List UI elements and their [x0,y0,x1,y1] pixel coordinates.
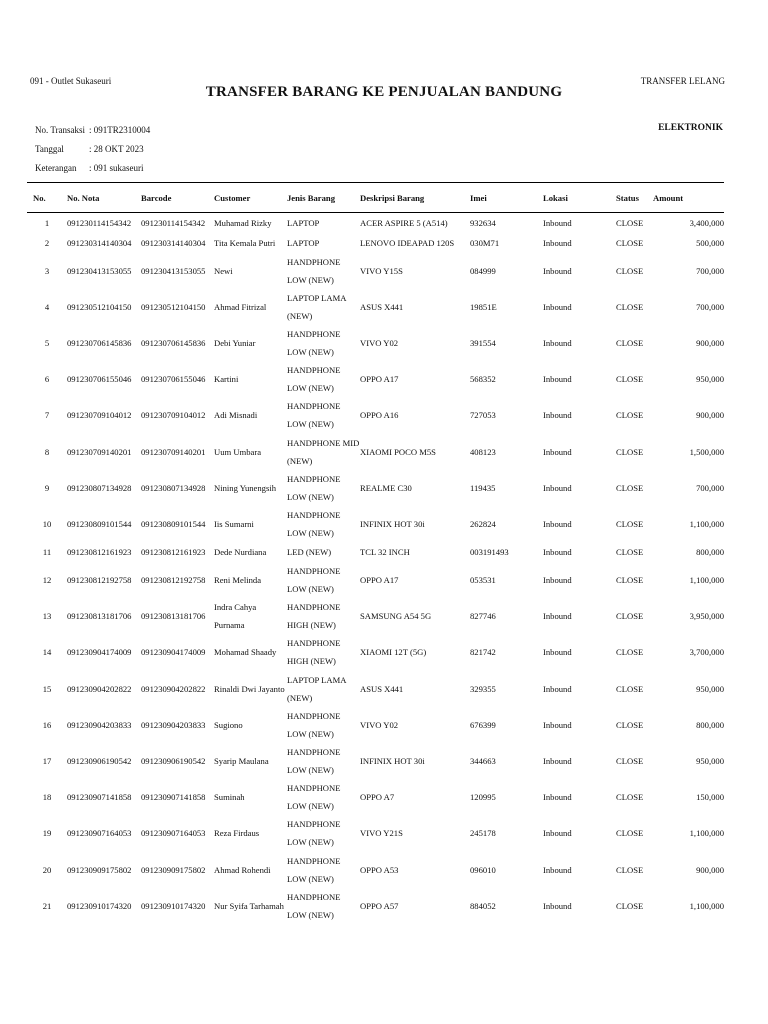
cell-nota: 091230512104150 [67,301,132,312]
cell-imei: 19851E [470,301,497,312]
cell-status: CLOSE [616,900,644,911]
cell-amount: 900,000 [696,410,724,421]
cell-barcode: 091230904202822 [141,683,206,694]
cell-amount: 700,000 [696,482,724,493]
cell-barcode: 091230706145836 [141,337,206,348]
cell-deskripsi: SAMSUNG A54 5G [360,611,432,622]
column-header-customer: Customer [214,183,287,213]
cell-lokasi: Inbound [543,337,572,348]
table-row [27,743,724,779]
cell-jenis: HANDPHONE LOW (NEW) [287,401,341,430]
cell-lokasi: Inbound [543,900,572,911]
table-row [27,361,724,397]
cell-jenis: HANDPHONE LOW (NEW) [287,473,341,502]
cell-imei: 727053 [470,410,496,421]
cell-amount: 950,000 [696,683,724,694]
cell-jenis: LAPTOP [287,237,320,248]
page-title: TRANSFER BARANG KE PENJUALAN BANDUNG [205,84,563,100]
column-header-imei: Imei [470,183,543,213]
cell-amount: 150,000 [696,792,724,803]
cell-no: 4 [44,301,50,312]
cell-amount: 3,400,000 [689,217,724,228]
cell-barcode: 091230904174009 [141,647,206,658]
cell-lokasi: Inbound [543,792,572,803]
cell-deskripsi: REALME C30 [360,482,412,493]
cell-jenis: HANDPHONE LOW (NEW) [287,855,341,884]
cell-customer: Nur Syifa Tarhamah [214,900,284,911]
cell-lokasi: Inbound [543,301,572,312]
cell-nota: 091230413153055 [67,265,132,276]
cell-no: 9 [44,482,50,493]
cell-jenis: HANDPHONE LOW (NEW) [287,365,341,394]
cell-customer: Mohamad Shaady [214,647,277,658]
cell-no: 1 [44,217,50,228]
cell-lokasi: Inbound [543,547,572,557]
cell-barcode: 091230813181706 [141,611,206,622]
cell-customer: Syarip Maulana [214,756,269,767]
column-header-nota: No. Nota [67,183,141,213]
cell-status: CLOSE [616,828,644,839]
cell-status: CLOSE [616,410,644,421]
meta-row-date [35,144,150,163]
cell-barcode: 091230709104012 [141,410,206,421]
cell-deskripsi: INFINIX HOT 30i [360,518,425,529]
cell-nota: 091230709104012 [67,410,132,421]
cell-customer: Ahmad Fitrizal [214,301,267,312]
cell-nota: 091230907164053 [67,828,132,839]
cell-amount: 1,500,000 [689,446,724,457]
cell-status: CLOSE [616,265,644,276]
cell-no: 8 [44,446,50,457]
cell-deskripsi: OPPO A17 [360,575,399,586]
cell-deskripsi: ASUS X441 [360,301,404,312]
cell-lokasi: Inbound [543,719,572,730]
cell-imei: 329355 [470,683,496,694]
cell-nota: 091230904203833 [67,719,132,730]
cell-customer: Tita Kemala Putri [214,237,276,248]
cell-status: CLOSE [616,611,644,622]
cell-customer: Rinaldi Dwi Jayanto [214,683,285,694]
cell-barcode: 091230909175802 [141,864,206,875]
cell-nota: 091230812192758 [67,575,132,586]
cell-barcode: 091230709140201 [141,446,206,457]
cell-barcode: 091230907141858 [141,792,206,803]
cell-jenis: HANDPHONE HIGH (NEW) [287,638,341,667]
table-row [27,233,724,253]
cell-imei: 827746 [470,611,496,622]
cell-jenis: LAPTOP [287,217,320,228]
cell-no: 16 [42,719,52,730]
cell-jenis: HANDPHONE LOW (NEW) [287,710,341,739]
table-row [27,433,724,469]
table-row [27,470,724,506]
table-row [27,289,724,325]
cell-status: CLOSE [616,482,644,493]
cell-no: 14 [42,647,52,658]
cell-deskripsi: OPPO A7 [360,792,395,803]
cell-amount: 1,100,000 [689,900,724,911]
table-body [27,213,724,924]
cell-deskripsi: LENOVO IDEAPAD 120S [360,237,455,248]
cell-customer: Muhamad Rizky [214,217,272,228]
cell-no: 20 [42,864,52,875]
cell-customer: Indra Cahya Purnama [214,602,257,631]
cell-amount: 950,000 [696,756,724,767]
meta-row-transaction [35,125,150,144]
cell-status: CLOSE [616,719,644,730]
cell-lokasi: Inbound [543,611,572,622]
cell-no: 12 [42,575,52,586]
cell-barcode: 091230907164053 [141,828,206,839]
meta-value: : 28 OKT 2023 [89,144,144,154]
cell-nota: 091230812161923 [67,547,132,557]
cell-deskripsi: VIVO Y21S [360,828,403,839]
cell-no: 19 [42,828,52,839]
table-row [27,397,724,433]
cell-amount: 500,000 [696,237,724,248]
cell-no: 3 [44,265,50,276]
cell-amount: 800,000 [696,719,724,730]
table-row [27,562,724,598]
cell-customer: Reza Firdaus [214,828,260,839]
table-row [27,888,724,924]
cell-nota: 091230813181706 [67,611,132,622]
meta-value: : 091TR2310004 [89,125,151,135]
cell-amount: 950,000 [696,374,724,385]
cell-jenis: HANDPHONE LOW (NEW) [287,819,341,848]
cell-no: 7 [44,410,50,421]
cell-no: 2 [44,237,50,248]
cell-jenis: LED (NEW) [287,547,332,557]
outlet-label: 091 - Outlet Sukaseuri [30,76,112,86]
cell-imei: 120995 [470,792,496,803]
cell-customer: Nining Yunengsih [214,482,276,493]
meta-label: No. Transaksi [35,125,86,135]
column-header-lokasi: Lokasi [543,183,616,213]
cell-lokasi: Inbound [543,518,572,529]
cell-amount: 900,000 [696,337,724,348]
cell-nota: 091230709140201 [67,446,132,457]
cell-customer: Kartini [214,374,239,385]
cell-barcode: 091230910174320 [141,900,206,911]
cell-imei: 344663 [470,756,496,767]
cell-imei: 096010 [470,864,496,875]
cell-customer: Sugiono [214,719,243,730]
column-header-no: No. [27,183,67,213]
cell-jenis: HANDPHONE LOW (NEW) [287,747,341,776]
cell-customer: Dede Nurdiana [214,547,267,557]
cell-deskripsi: OPPO A17 [360,374,399,385]
cell-deskripsi: OPPO A53 [360,864,399,875]
meta-label: Keterangan [35,163,77,173]
cell-imei: 884052 [470,900,496,911]
cell-no: 5 [44,337,50,348]
cell-customer: Adi Misnadi [214,410,258,421]
cell-no: 13 [42,611,52,622]
cell-jenis: HANDPHONE LOW (NEW) [287,509,341,538]
column-header-status: Status [616,183,653,213]
cell-lokasi: Inbound [543,446,572,457]
table-row [27,815,724,851]
cell-lokasi: Inbound [543,828,572,839]
table-row [27,634,724,670]
cell-barcode: 091230904203833 [141,719,206,730]
transfer-table [27,182,724,924]
cell-jenis: HANDPHONE MID (NEW) [287,437,360,466]
table-row [27,325,724,361]
table-row [27,598,724,634]
cell-amount: 700,000 [696,265,724,276]
cell-nota: 091230706145836 [67,337,132,348]
cell-status: CLOSE [616,337,644,348]
table-row [27,707,724,743]
cell-status: CLOSE [616,547,644,557]
cell-imei: 821742 [470,647,496,658]
cell-amount: 1,100,000 [689,518,724,529]
cell-nota: 091230904174009 [67,647,132,658]
column-header-barcode: Barcode [141,183,214,213]
meta-row-note [35,163,150,182]
cell-imei: 084999 [470,265,496,276]
cell-status: CLOSE [616,446,644,457]
cell-nota: 091230809101544 [67,518,132,529]
cell-nota: 091230904202822 [67,683,132,694]
cell-customer: Suminah [214,792,245,803]
cell-status: CLOSE [616,792,644,803]
cell-amount: 700,000 [696,301,724,312]
cell-imei: 391554 [470,337,496,348]
cell-customer: Reni Melinda [214,575,262,586]
cell-amount: 3,950,000 [689,611,724,622]
cell-status: CLOSE [616,374,644,385]
cell-jenis: LAPTOP LAMA (NEW) [287,292,346,321]
cell-jenis: LAPTOP LAMA (NEW) [287,674,346,703]
cell-no: 21 [42,900,52,911]
cell-barcode: 091230706155046 [141,374,206,385]
cell-lokasi: Inbound [543,265,572,276]
cell-customer: Iis Sumarni [214,518,254,529]
cell-imei: 030M71 [470,237,500,248]
transfer-type-label: TRANSFER LELANG [640,76,725,86]
cell-lokasi: Inbound [543,756,572,767]
cell-deskripsi: TCL 32 INCH [360,547,410,557]
column-header-jenis: Jenis Barang [287,183,360,213]
cell-customer: Debi Yuniar [214,337,256,348]
cell-barcode: 091230512104150 [141,301,206,312]
cell-barcode: 091230812161923 [141,547,206,557]
cell-jenis: HANDPHONE LOW (NEW) [287,566,341,595]
cell-status: CLOSE [616,647,644,658]
cell-lokasi: Inbound [543,482,572,493]
cell-no: 17 [42,756,52,767]
cell-amount: 900,000 [696,864,724,875]
category-label: ELEKTRONIK [658,123,723,133]
table-row [27,253,724,289]
cell-jenis: HANDPHONE LOW (NEW) [287,256,341,285]
cell-no: 18 [42,792,52,803]
cell-barcode: 091230807134928 [141,482,206,493]
cell-deskripsi: VIVO Y15S [360,265,403,276]
cell-lokasi: Inbound [543,683,572,694]
cell-jenis: HANDPHONE HIGH (NEW) [287,602,341,631]
cell-status: CLOSE [616,864,644,875]
cell-imei: 676399 [470,719,496,730]
cell-deskripsi: OPPO A57 [360,900,399,911]
table-row [27,506,724,542]
cell-lokasi: Inbound [543,575,572,586]
cell-imei: 245178 [470,828,496,839]
cell-barcode: 091230114154342 [141,217,206,228]
table-header-row [27,183,724,213]
cell-nota: 091230909175802 [67,864,132,875]
cell-nota: 091230114154342 [67,217,132,228]
cell-customer: Newi [214,265,233,276]
cell-deskripsi: ASUS X441 [360,683,404,694]
cell-deskripsi: XIAOMI POCO M5S [360,446,436,457]
cell-imei: 262824 [470,518,496,529]
cell-customer: Uum Umbara [214,446,262,457]
cell-deskripsi: INFINIX HOT 30i [360,756,425,767]
column-header-amount: Amount [653,183,724,213]
cell-barcode: 091230413153055 [141,265,206,276]
cell-lokasi: Inbound [543,410,572,421]
table-row [27,852,724,888]
cell-jenis: HANDPHONE LOW (NEW) [287,783,341,812]
cell-barcode: 091230314140304 [141,237,206,248]
meta-label: Tanggal [35,144,64,154]
cell-jenis: HANDPHONE LOW (NEW) [287,328,341,357]
cell-nota: 091230910174320 [67,900,132,911]
cell-nota: 091230807134928 [67,482,132,493]
cell-no: 6 [44,374,50,385]
cell-amount: 1,100,000 [689,575,724,586]
cell-status: CLOSE [616,518,644,529]
cell-status: CLOSE [616,756,644,767]
cell-no: 15 [42,683,52,694]
cell-deskripsi: VIVO Y02 [360,337,399,348]
transaction-meta [35,125,150,182]
cell-lokasi: Inbound [543,374,572,385]
cell-status: CLOSE [616,301,644,312]
cell-no: 10 [42,518,52,529]
cell-imei: 119435 [470,482,496,493]
cell-amount: 3,700,000 [689,647,724,658]
cell-status: CLOSE [616,237,644,248]
cell-status: CLOSE [616,683,644,694]
cell-imei: 932634 [470,217,496,228]
table-row [27,213,724,233]
cell-barcode: 091230906190542 [141,756,206,767]
cell-no: 11 [42,547,52,557]
cell-amount: 800,000 [696,547,724,557]
cell-nota: 091230906190542 [67,756,132,767]
cell-jenis: HANDPHONE LOW (NEW) [287,891,341,920]
column-header-deskripsi: Deskripsi Barang [360,183,470,213]
cell-status: CLOSE [616,575,644,586]
cell-lokasi: Inbound [543,237,572,248]
cell-lokasi: Inbound [543,647,572,658]
cell-amount: 1,100,000 [689,828,724,839]
cell-imei: 568352 [470,374,496,385]
cell-deskripsi: OPPO A16 [360,410,399,421]
cell-barcode: 091230809101544 [141,518,206,529]
cell-nota: 091230314140304 [67,237,132,248]
meta-value: : 091 sukaseuri [89,163,144,173]
cell-deskripsi: VIVO Y02 [360,719,399,730]
cell-customer: Ahmad Rohendi [214,864,271,875]
cell-imei: 408123 [470,446,496,457]
cell-imei: 003191493 [470,547,509,557]
cell-lokasi: Inbound [543,864,572,875]
cell-imei: 053531 [470,575,496,586]
cell-status: CLOSE [616,217,644,228]
table-row [27,779,724,815]
table-row [27,542,724,562]
cell-nota: 091230907141858 [67,792,132,803]
table-row [27,671,724,707]
cell-lokasi: Inbound [543,217,572,228]
cell-deskripsi: XIAOMI 12T (5G) [360,647,427,658]
cell-barcode: 091230812192758 [141,575,206,586]
cell-nota: 091230706155046 [67,374,132,385]
cell-deskripsi: ACER ASPIRE 5 (A514) [360,217,448,228]
